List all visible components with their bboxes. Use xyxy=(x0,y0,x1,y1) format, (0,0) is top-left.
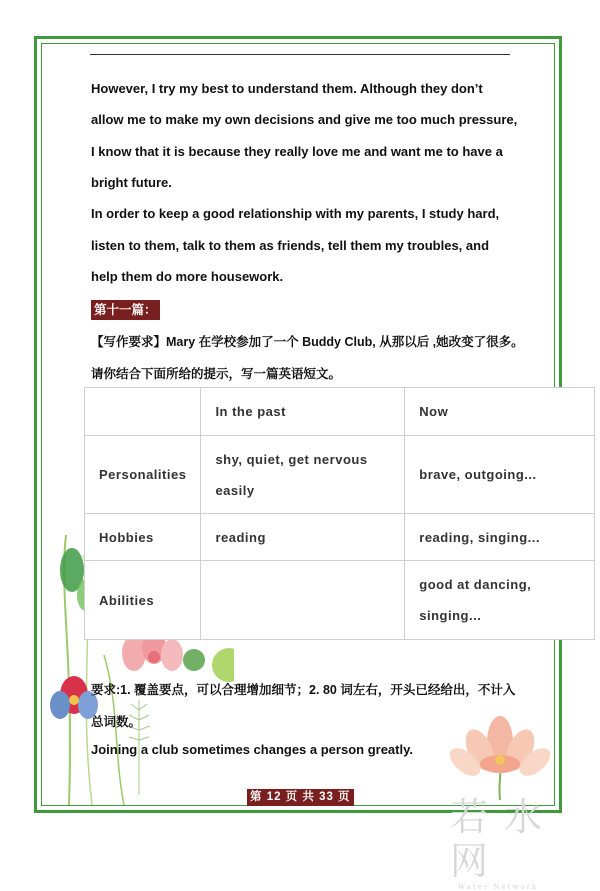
table-header-row xyxy=(85,388,595,436)
table-cell: reading, singing... xyxy=(405,514,595,561)
notes-line-2: 总词数。 xyxy=(91,715,142,729)
writing-requirement-line-1: 【写作要求】Mary 在学校参加了一个 Buddy Club, 从那以后 ,她改变了很多。 xyxy=(91,335,524,349)
table-header-cell xyxy=(85,388,201,436)
essay-line: bright future. xyxy=(91,175,172,190)
table-cell: Hobbies xyxy=(85,514,201,561)
essay-line: I know that it is because they really love me and want me to have a xyxy=(91,144,503,159)
table-cell: Abilities xyxy=(85,561,201,640)
essay-line: help them do more housework. xyxy=(91,269,284,284)
table-row xyxy=(85,514,595,561)
essay-line: allow me to make my own decisions and give me too much pressure, xyxy=(91,112,518,127)
lotus-illustration-right xyxy=(440,712,560,800)
table-row xyxy=(85,436,595,514)
writing-requirement-line-2: 请你结合下面所给的提示，写一篇英语短文。 xyxy=(91,367,342,381)
watermark-logo xyxy=(440,795,600,891)
table-header-cell: Now xyxy=(405,388,595,436)
essay-line: However, I try my best to understand them. Although they don’t xyxy=(91,81,483,96)
table-row xyxy=(85,561,595,640)
section-heading: 第十一篇： xyxy=(91,300,160,320)
table-cell xyxy=(201,561,405,640)
watermark-chinese: 若水网 xyxy=(450,795,559,883)
opening-sentence: Joining a club sometimes changes a person greatly. xyxy=(91,742,413,757)
prompt-table xyxy=(84,387,595,640)
header-rule xyxy=(90,54,510,55)
watermark-english: Water Network xyxy=(458,883,539,891)
table-cell: reading xyxy=(201,514,405,561)
table-cell: good at dancing, singing... xyxy=(405,561,595,640)
table-header-cell: In the past xyxy=(201,388,405,436)
table-cell: Personalities xyxy=(85,436,201,514)
table-cell: brave, outgoing... xyxy=(405,436,595,514)
essay-line: listen to them, talk to them as friends, tell them my troubles, and xyxy=(91,238,490,253)
page-number: 第 12 页 共 33 页 xyxy=(247,789,354,806)
essay-line: In order to keep a good relationship with my parents, I study hard, xyxy=(91,206,500,221)
notes-line-1: 要求:1. 覆盖要点，可以合理增加细节；2. 80 词左右，开头已经给出，不计入 xyxy=(91,683,516,697)
table-cell: shy, quiet, get nervous easily xyxy=(201,436,405,514)
